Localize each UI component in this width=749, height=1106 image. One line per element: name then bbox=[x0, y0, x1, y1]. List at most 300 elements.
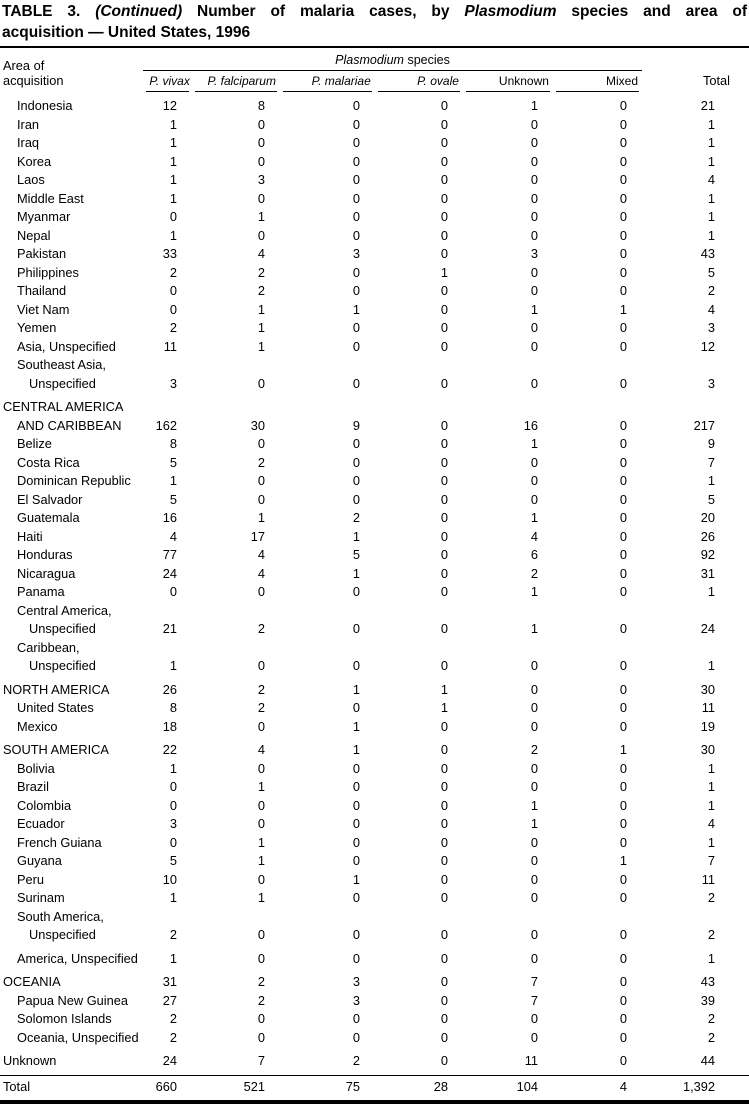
cell-value: 0 bbox=[352, 1011, 360, 1026]
cell-value: 0 bbox=[352, 658, 360, 673]
cell-value: 0 bbox=[440, 153, 448, 169]
cell-value: 1 bbox=[352, 718, 360, 734]
table-row bbox=[0, 852, 749, 871]
row-label: Belize bbox=[17, 436, 52, 451]
cell-value: 0 bbox=[530, 890, 538, 905]
cell-value: 0 bbox=[440, 116, 448, 132]
table-row bbox=[0, 583, 749, 602]
cell-value: 0 bbox=[352, 473, 360, 488]
cell-value: 5 bbox=[169, 454, 177, 470]
cell-value: 0 bbox=[619, 227, 627, 243]
cell-value: 0 bbox=[352, 816, 360, 831]
cell-value: 0 bbox=[440, 227, 448, 243]
cell-value: 1 bbox=[619, 742, 627, 757]
cell-value: 0 bbox=[619, 816, 627, 831]
table-row bbox=[0, 245, 749, 264]
cell-value: 0 bbox=[619, 974, 627, 989]
cell-value: 31 bbox=[162, 974, 177, 989]
table-row bbox=[0, 528, 749, 547]
cell-value: 0 bbox=[352, 98, 360, 113]
row-label: Oceania, Unspecified bbox=[17, 1029, 139, 1045]
cell-value: 1 bbox=[257, 301, 265, 317]
row-label: Iran bbox=[17, 116, 40, 132]
cell-value: 39 bbox=[700, 992, 715, 1008]
cell-value: 16 bbox=[162, 510, 177, 525]
cell-value: 0 bbox=[530, 950, 538, 966]
cell-value: 1 bbox=[169, 116, 177, 132]
table-row bbox=[0, 491, 749, 510]
table-row bbox=[0, 741, 749, 760]
cell-value: 7 bbox=[257, 1053, 265, 1068]
cell-value: 0 bbox=[440, 1011, 448, 1026]
table-row bbox=[0, 778, 749, 797]
row-label: French Guiana bbox=[17, 834, 102, 850]
cell-value: 0 bbox=[352, 338, 360, 354]
table-row bbox=[0, 509, 749, 528]
cell-value: 0 bbox=[257, 718, 265, 734]
cell-value: 8 bbox=[169, 700, 177, 715]
cell-value: 2 bbox=[257, 700, 265, 715]
row-label: Guatemala bbox=[17, 510, 80, 525]
cell-value: 0 bbox=[530, 1029, 538, 1045]
table-row bbox=[0, 908, 749, 945]
cell-value: 0 bbox=[530, 454, 538, 470]
cell-value: 1 bbox=[169, 890, 177, 905]
cell-value: 7 bbox=[530, 992, 538, 1008]
cell-value: 0 bbox=[530, 283, 538, 298]
cell-value: 0 bbox=[440, 950, 448, 966]
table-number: TABLE 3. bbox=[2, 3, 81, 20]
table-row bbox=[0, 950, 749, 969]
cell-value: 2 bbox=[169, 927, 177, 942]
cell-value: 1 bbox=[169, 172, 177, 187]
table-row bbox=[0, 1029, 749, 1048]
cell-value: 1 bbox=[169, 658, 177, 673]
row-label: Haiti bbox=[17, 528, 43, 544]
area-of-acquisition-header bbox=[0, 53, 143, 92]
table-row bbox=[0, 134, 749, 153]
cell-value: 1 bbox=[352, 742, 360, 757]
species-group-label-rest: species bbox=[407, 53, 450, 67]
cell-value: 2 bbox=[352, 1053, 360, 1068]
table-row bbox=[0, 718, 749, 737]
cell-value: 30 bbox=[250, 417, 265, 433]
table-title bbox=[0, 0, 749, 46]
cell-value: 0 bbox=[619, 473, 627, 488]
cell-value: 20 bbox=[700, 510, 715, 525]
cell-value: 2 bbox=[169, 320, 177, 335]
cell-value: 0 bbox=[530, 779, 538, 794]
cell-value: 0 bbox=[619, 658, 627, 673]
column-header-unknown: Unknown bbox=[463, 71, 553, 92]
row-label: Surinam bbox=[17, 890, 65, 905]
cell-value: 0 bbox=[440, 98, 448, 113]
cell-value: 3 bbox=[257, 172, 265, 187]
cell-value: 0 bbox=[169, 834, 177, 850]
cell-value: 1 bbox=[707, 209, 715, 224]
cell-value: 0 bbox=[619, 681, 627, 697]
cell-value: 0 bbox=[352, 227, 360, 243]
row-label: Bolivia bbox=[17, 760, 55, 776]
table-row bbox=[0, 1052, 749, 1071]
cell-value: 2 bbox=[169, 1029, 177, 1045]
cell-value: 0 bbox=[352, 834, 360, 850]
cell-value: 0 bbox=[169, 283, 177, 298]
row-label: Ecuador bbox=[17, 816, 65, 831]
cell-value: 0 bbox=[440, 1053, 448, 1068]
cell-value: 22 bbox=[162, 742, 177, 757]
cell-value: 2 bbox=[352, 510, 360, 525]
row-label: Peru bbox=[17, 871, 45, 887]
column-header-p-malariae: P. malariae bbox=[280, 71, 375, 92]
cell-value: 1 bbox=[530, 98, 538, 113]
total-row-container bbox=[0, 1078, 749, 1097]
title-species-word: Plasmodium bbox=[464, 3, 557, 20]
cell-value: 0 bbox=[440, 742, 448, 757]
cell-value: 1 bbox=[530, 301, 538, 317]
table-row bbox=[0, 97, 749, 116]
row-label: Costa Rica bbox=[17, 454, 80, 470]
table-row bbox=[0, 398, 749, 435]
table-row bbox=[0, 834, 749, 853]
cell-value: 0 bbox=[619, 172, 627, 187]
cell-value: 5 bbox=[707, 264, 715, 280]
cell-value: 26 bbox=[700, 528, 715, 544]
cell-value: 1 bbox=[707, 153, 715, 169]
cell-value: 0 bbox=[352, 172, 360, 187]
table-row bbox=[0, 435, 749, 454]
cell-value: 0 bbox=[440, 320, 448, 335]
cell-value: 0 bbox=[619, 320, 627, 335]
cell-value: 0 bbox=[530, 871, 538, 887]
cell-value: 2 bbox=[257, 454, 265, 470]
cell-value: 0 bbox=[530, 760, 538, 776]
cell-value: 0 bbox=[619, 338, 627, 354]
cell-value: 0 bbox=[619, 890, 627, 905]
cell-value: 0 bbox=[530, 473, 538, 488]
cell-value: 0 bbox=[619, 190, 627, 206]
cell-value: 3 bbox=[352, 974, 360, 989]
cell-value: 521 bbox=[243, 1078, 265, 1094]
cell-value: 0 bbox=[352, 209, 360, 224]
cell-value: 16 bbox=[523, 417, 538, 433]
cell-value: 1 bbox=[440, 681, 448, 697]
cell-value: 0 bbox=[440, 992, 448, 1008]
cell-value: 1 bbox=[169, 473, 177, 488]
cell-value: 3 bbox=[707, 375, 715, 391]
cell-value: 9 bbox=[352, 417, 360, 433]
table-row bbox=[0, 454, 749, 473]
table-row bbox=[0, 565, 749, 584]
cell-value: 0 bbox=[530, 853, 538, 868]
cell-value: 1 bbox=[707, 227, 715, 243]
row-label: Myanmar bbox=[17, 209, 71, 224]
cell-value: 0 bbox=[440, 417, 448, 433]
cell-value: 0 bbox=[440, 473, 448, 488]
cell-value: 0 bbox=[257, 927, 265, 942]
cell-value: 0 bbox=[440, 853, 448, 868]
cell-value: 9 bbox=[707, 436, 715, 451]
cell-value: 8 bbox=[257, 98, 265, 113]
cell-value: 1 bbox=[169, 950, 177, 966]
cell-value: 0 bbox=[530, 227, 538, 243]
cell-value: 33 bbox=[162, 246, 177, 261]
cell-value: 0 bbox=[257, 227, 265, 243]
cell-value: 1 bbox=[257, 320, 265, 335]
cell-value: 1 bbox=[530, 797, 538, 813]
cell-value: 0 bbox=[530, 700, 538, 715]
cell-value: 3 bbox=[169, 816, 177, 831]
row-label: Viet Nam bbox=[17, 301, 70, 317]
column-headers bbox=[143, 71, 642, 92]
cell-value: 3 bbox=[352, 992, 360, 1008]
cell-value: 77 bbox=[162, 547, 177, 562]
cell-value: 19 bbox=[700, 718, 715, 734]
row-label: OCEANIA bbox=[3, 974, 61, 989]
table-row bbox=[0, 546, 749, 565]
cell-value: 1 bbox=[257, 338, 265, 354]
cell-value: 43 bbox=[700, 974, 715, 989]
cell-value: 0 bbox=[619, 375, 627, 391]
cell-value: 1 bbox=[707, 116, 715, 132]
cell-value: 0 bbox=[352, 320, 360, 335]
cell-value: 0 bbox=[440, 338, 448, 354]
cell-value: 1 bbox=[707, 190, 715, 206]
cell-value: 2 bbox=[257, 992, 265, 1008]
cell-value: 0 bbox=[440, 528, 448, 544]
cell-value: 24 bbox=[162, 1053, 177, 1068]
cell-value: 0 bbox=[619, 98, 627, 113]
cell-value: 2 bbox=[257, 974, 265, 989]
cell-value: 0 bbox=[530, 1011, 538, 1026]
cell-value: 0 bbox=[257, 116, 265, 132]
cell-value: 0 bbox=[169, 797, 177, 813]
cell-value: 104 bbox=[516, 1078, 538, 1094]
table-title-line2: acquisition — United States, 1996 bbox=[2, 24, 251, 41]
cell-value: 7 bbox=[707, 853, 715, 868]
cell-value: 3 bbox=[352, 246, 360, 261]
cell-value: 0 bbox=[352, 927, 360, 942]
cell-value: 0 bbox=[352, 436, 360, 451]
column-header-p-falciparum: P. falciparum bbox=[192, 71, 280, 92]
row-label: Southeast Asia, Unspecified bbox=[17, 357, 106, 391]
cell-value: 1 bbox=[352, 681, 360, 697]
row-label: Dominican Republic bbox=[17, 473, 131, 488]
cell-value: 1 bbox=[707, 473, 715, 488]
row-label: El Salvador bbox=[17, 491, 83, 507]
cell-value: 1 bbox=[257, 890, 265, 905]
cell-value: 21 bbox=[700, 98, 715, 113]
cell-value: 1 bbox=[169, 227, 177, 243]
cell-value: 1 bbox=[257, 834, 265, 850]
cell-value: 0 bbox=[257, 584, 265, 599]
table-title-line1 bbox=[2, 1, 747, 22]
cell-value: 0 bbox=[352, 153, 360, 169]
cell-value: 4 bbox=[257, 742, 265, 757]
cell-value: 0 bbox=[619, 621, 627, 636]
cell-value: 1 bbox=[707, 135, 715, 150]
cell-value: 0 bbox=[530, 338, 538, 354]
cell-value: 0 bbox=[352, 1029, 360, 1045]
total-header-label: Total bbox=[702, 73, 730, 88]
cell-value: 1 bbox=[257, 779, 265, 794]
cell-value: 0 bbox=[352, 760, 360, 776]
cell-value: 2 bbox=[257, 681, 265, 697]
cell-value: 1 bbox=[352, 871, 360, 887]
cell-value: 0 bbox=[440, 135, 448, 150]
table-row bbox=[0, 301, 749, 320]
table-row bbox=[0, 973, 749, 992]
cell-value: 0 bbox=[530, 658, 538, 673]
cell-value: 8 bbox=[169, 436, 177, 451]
cell-value: 0 bbox=[530, 681, 538, 697]
cell-value: 0 bbox=[440, 301, 448, 317]
cell-value: 30 bbox=[700, 742, 715, 757]
table-row bbox=[0, 1010, 749, 1029]
row-label: Papua New Guinea bbox=[17, 992, 128, 1008]
cell-value: 44 bbox=[700, 1053, 715, 1068]
cell-value: 0 bbox=[619, 565, 627, 581]
cell-value: 0 bbox=[440, 584, 448, 599]
cell-value: 0 bbox=[619, 491, 627, 507]
row-label: Brazil bbox=[17, 779, 49, 794]
cell-value: 0 bbox=[440, 510, 448, 525]
cell-value: 7 bbox=[530, 974, 538, 989]
cell-value: 75 bbox=[345, 1078, 360, 1094]
cell-value: 0 bbox=[352, 491, 360, 507]
table-row bbox=[0, 338, 749, 357]
cell-value: 0 bbox=[619, 246, 627, 261]
column-header-total bbox=[642, 53, 730, 92]
cell-value: 0 bbox=[619, 153, 627, 169]
table-row bbox=[0, 602, 749, 639]
table-row bbox=[0, 871, 749, 890]
cell-value: 10 bbox=[162, 871, 177, 887]
row-label: Mexico bbox=[17, 718, 58, 734]
cell-value: 0 bbox=[440, 890, 448, 905]
cell-value: 2 bbox=[257, 264, 265, 280]
cell-value: 0 bbox=[530, 209, 538, 224]
cell-value: 0 bbox=[440, 454, 448, 470]
cell-value: 0 bbox=[619, 700, 627, 715]
continued-label: (Continued) bbox=[95, 3, 183, 20]
cell-value: 2 bbox=[707, 1011, 715, 1026]
row-label: Nicaragua bbox=[17, 565, 76, 581]
cell-value: 0 bbox=[352, 779, 360, 794]
cell-value: 5 bbox=[707, 491, 715, 507]
table-row bbox=[0, 797, 749, 816]
cell-value: 0 bbox=[352, 584, 360, 599]
cell-value: 4 bbox=[530, 528, 538, 544]
row-label: NORTH AMERICA bbox=[3, 681, 110, 697]
cell-value: 1 bbox=[257, 510, 265, 525]
cell-value: 2 bbox=[707, 927, 715, 942]
cell-value: 0 bbox=[169, 779, 177, 794]
cell-value: 0 bbox=[440, 283, 448, 298]
cell-value: 0 bbox=[440, 658, 448, 673]
cell-value: 0 bbox=[619, 547, 627, 562]
cell-value: 0 bbox=[440, 246, 448, 261]
cell-value: 0 bbox=[352, 116, 360, 132]
cell-value: 0 bbox=[530, 927, 538, 942]
cell-value: 0 bbox=[440, 436, 448, 451]
row-label: Philippines bbox=[17, 264, 79, 280]
table-row bbox=[0, 472, 749, 491]
cell-value: 2 bbox=[707, 890, 715, 905]
cell-value: 0 bbox=[440, 491, 448, 507]
row-label: America, Unspecified bbox=[17, 950, 138, 966]
cell-value: 24 bbox=[700, 621, 715, 636]
row-label: Indonesia bbox=[17, 98, 73, 113]
title-rule bbox=[0, 46, 749, 48]
cell-value: 2 bbox=[530, 742, 538, 757]
cell-value: 0 bbox=[257, 473, 265, 488]
cell-value: 30 bbox=[700, 681, 715, 697]
cell-value: 0 bbox=[530, 834, 538, 850]
cell-value: 0 bbox=[530, 264, 538, 280]
cell-value: 2 bbox=[707, 283, 715, 298]
cell-value: 0 bbox=[530, 375, 538, 391]
table-row bbox=[0, 171, 749, 190]
cell-value: 0 bbox=[619, 779, 627, 794]
cell-value: 31 bbox=[700, 565, 715, 581]
row-label: Colombia bbox=[17, 797, 72, 813]
cell-value: 0 bbox=[619, 584, 627, 599]
cell-value: 0 bbox=[619, 760, 627, 776]
cell-value: 2 bbox=[169, 264, 177, 280]
cell-value: 0 bbox=[530, 135, 538, 150]
cell-value: 27 bbox=[162, 992, 177, 1008]
row-label: Asia, Unspecified bbox=[17, 338, 116, 354]
cell-value: 0 bbox=[619, 116, 627, 132]
cell-value: 0 bbox=[352, 264, 360, 280]
cell-value: 217 bbox=[693, 417, 715, 433]
cell-value: 1 bbox=[707, 834, 715, 850]
cell-value: 0 bbox=[440, 797, 448, 813]
cell-value: 0 bbox=[352, 283, 360, 298]
cell-value: 1 bbox=[352, 301, 360, 317]
cell-value: 0 bbox=[619, 209, 627, 224]
row-label: Iraq bbox=[17, 135, 40, 150]
cell-value: 2 bbox=[257, 283, 265, 298]
cell-value: 0 bbox=[619, 927, 627, 942]
cell-value: 0 bbox=[352, 135, 360, 150]
cell-value: 12 bbox=[162, 98, 177, 113]
table-row bbox=[0, 699, 749, 718]
cell-value: 0 bbox=[352, 375, 360, 391]
cell-value: 21 bbox=[162, 621, 177, 636]
row-label: Panama bbox=[17, 584, 65, 599]
cell-value: 0 bbox=[257, 190, 265, 206]
table-body bbox=[0, 92, 749, 1071]
cell-value: 0 bbox=[440, 718, 448, 734]
species-group-label bbox=[143, 53, 642, 71]
cell-value: 0 bbox=[257, 436, 265, 451]
table-row bbox=[0, 760, 749, 779]
cell-value: 0 bbox=[257, 658, 265, 673]
row-label: South America, Unspecified bbox=[17, 908, 104, 942]
cell-value: 92 bbox=[700, 547, 715, 562]
row-label: Central America, Unspecified bbox=[17, 602, 112, 636]
cell-value: 1 bbox=[707, 779, 715, 794]
table-row bbox=[0, 264, 749, 283]
cell-value: 1 bbox=[530, 436, 538, 451]
cell-value: 0 bbox=[619, 417, 627, 433]
cell-value: 3 bbox=[707, 320, 715, 335]
column-header-p-vivax: P. vivax bbox=[143, 71, 192, 92]
cell-value: 1 bbox=[530, 510, 538, 525]
table-row bbox=[0, 639, 749, 676]
